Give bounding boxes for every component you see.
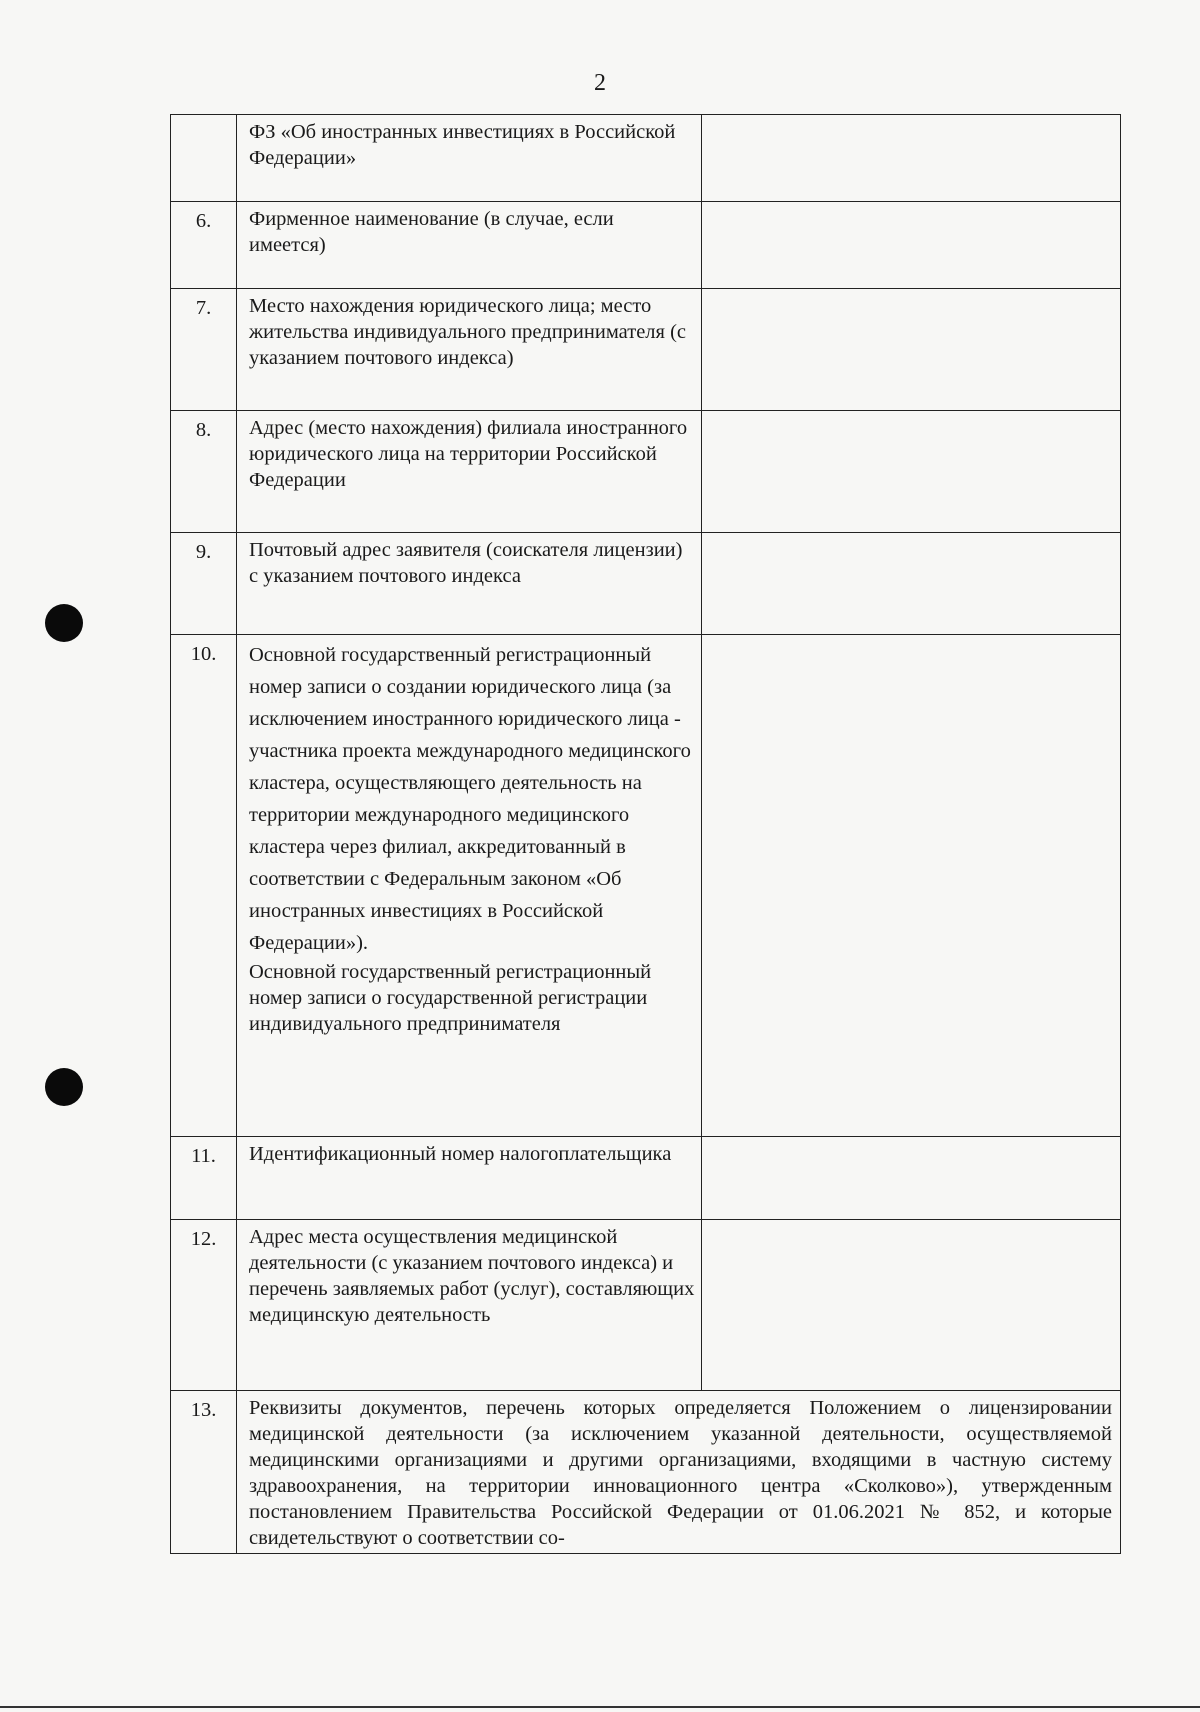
- row-description: Фирменное наименование (в случае, если имеется): [237, 202, 702, 289]
- punch-hole: [45, 604, 83, 642]
- punch-hole: [45, 1068, 83, 1106]
- row-value-cell[interactable]: [702, 202, 1121, 289]
- row-value-cell[interactable]: [702, 635, 1121, 1137]
- row-description-part: Основной государственный регистрационный номер записи о государственной регистрации индивидуального предпринимателя: [249, 961, 652, 1035]
- row-value-cell[interactable]: [702, 1137, 1121, 1220]
- table-row: [171, 115, 1121, 202]
- table-row: [171, 1137, 1121, 1220]
- page-edge-line: [0, 1706, 1200, 1708]
- row-number: [171, 115, 237, 202]
- row-description: Почтовый адрес заявителя (соискателя лицензии) с указанием почтового индекса: [237, 533, 702, 635]
- row-value-cell[interactable]: [702, 533, 1121, 635]
- row-number: 11.: [171, 1137, 237, 1220]
- row-number: 9.: [171, 533, 237, 635]
- row-value-cell[interactable]: [702, 1220, 1121, 1391]
- row-number: 10.: [171, 635, 237, 1137]
- row-number: 12.: [171, 1220, 237, 1391]
- row-value-cell[interactable]: [702, 411, 1121, 533]
- table-row: [171, 289, 1121, 411]
- row-number: 8.: [171, 411, 237, 533]
- table-row: [171, 533, 1121, 635]
- table-row: [171, 411, 1121, 533]
- table-row: [171, 1220, 1121, 1391]
- page-number: 2: [594, 70, 606, 96]
- row-number: 6.: [171, 202, 237, 289]
- table-row: [171, 635, 1121, 1137]
- row-number: 13.: [171, 1391, 237, 1554]
- row-value-cell[interactable]: [702, 115, 1121, 202]
- row-description: Реквизиты документов, перечень которых определяется Положением о лицензировании медицинской деятельности (за исключением указанной деятельности, осуществляемой медицинскими организациями и другими организациями, входящими в частную систему здравоохранения, на территории инновационного центра «Сколково»), утвержденным постановлением Правительства Российской Федерации от 01.06.2021 № 852, и которые свидетельствуют о соответствии со-: [237, 1391, 1121, 1554]
- row-description: Место нахождения юридического лица; место жительства индивидуального предпринимателя (с указанием почтового индекса): [237, 289, 702, 411]
- row-description: Идентификационный номер налогоплательщика: [237, 1137, 702, 1220]
- table-row: [171, 202, 1121, 289]
- row-description: [237, 635, 702, 1137]
- application-form-table: [170, 114, 1121, 1554]
- row-description: Адрес (место нахождения) филиала иностранного юридического лица на территории Российской Федерации: [237, 411, 702, 533]
- row-number: 7.: [171, 289, 237, 411]
- row-value-cell[interactable]: [702, 289, 1121, 411]
- row-description-part: Основной государственный регистрационный номер записи о создании юридического лица (за исключением иностранного юридического лица - участника проекта международного медицинского кластера, осуществляющего деятельность на территории международного медицинского кластера через филиал, аккредитованный в соответствии с Федеральным законом «Об иностранных инвестициях в Российской Федерации»).: [249, 644, 691, 954]
- row-description: Адрес места осуществления медицинской деятельности (с указанием почтового индекса) и перечень заявляемых работ (услуг), составляющих медицинскую деятельность: [237, 1220, 702, 1391]
- row-description: ФЗ «Об иностранных инвестициях в Российской Федерации»: [237, 115, 702, 202]
- table-row: [171, 1391, 1121, 1554]
